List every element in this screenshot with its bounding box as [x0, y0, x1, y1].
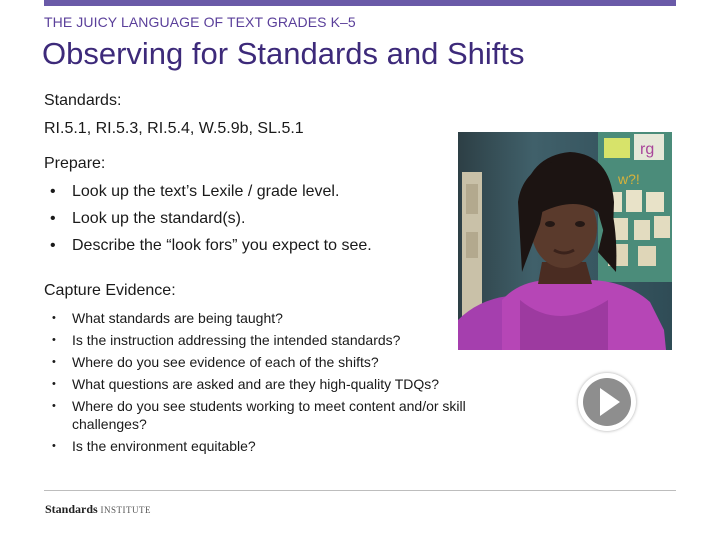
bullet: •: [52, 440, 56, 452]
capture-item: [44, 437, 504, 455]
bullet: •: [50, 210, 56, 227]
classroom-video-frame: [458, 132, 672, 350]
capture-item: [44, 353, 504, 371]
standards-heading: Standards:: [44, 92, 122, 109]
capture-item-text: What questions are asked and are they high-quality TDQs?: [72, 376, 440, 392]
prepare-item: [44, 207, 372, 234]
capture-item-text: Is the environment equitable?: [72, 438, 256, 454]
bullet: •: [52, 400, 56, 412]
play-icon: [600, 388, 620, 416]
bullet: •: [52, 312, 56, 324]
prepare-item-text: Look up the standard(s).: [72, 210, 246, 227]
capture-item-text: What standards are being taught?: [72, 310, 283, 326]
prepare-item: [44, 180, 372, 207]
top-accent-bar: [0, 0, 720, 8]
capture-item-text: Where do you see evidence of each of the shifts?: [72, 354, 379, 370]
prepare-item-text: Describe the “look fors” you expect to see.: [72, 237, 372, 254]
prepare-heading: Prepare:: [44, 155, 106, 172]
capture-item: [44, 309, 504, 327]
capture-item: [44, 331, 504, 349]
capture-item-text: Where do you see students working to meet content and/or skill challenges?: [72, 398, 466, 432]
video-thumbnail[interactable]: [458, 132, 672, 350]
play-button[interactable]: [578, 373, 636, 431]
capture-item: [44, 397, 504, 433]
bullet: •: [52, 378, 56, 390]
bullet: •: [50, 237, 56, 254]
capture-evidence-heading: Capture Evidence:: [44, 282, 176, 299]
bullet: •: [50, 183, 56, 200]
slide-title: Observing for Standards and Shifts: [42, 36, 525, 71]
bullet: •: [52, 334, 56, 346]
standards-institute-logo: [45, 502, 151, 517]
bullet: •: [52, 356, 56, 368]
footer-divider: [44, 490, 676, 491]
prepare-item: [44, 234, 372, 261]
prepare-list: [44, 180, 372, 261]
logo-subtitle: INSTITUTE: [100, 505, 151, 515]
svg-text:rg: rg: [640, 141, 655, 158]
standards-list: RI.5.1, RI.5.3, RI.5.4, W.5.9b, SL.5.1: [44, 120, 304, 137]
capture-item-text: Is the instruction addressing the intended standards?: [72, 332, 401, 348]
capture-evidence-list: [44, 309, 504, 459]
logo-wordmark: Standards: [45, 502, 98, 516]
svg-text:w?!: w?!: [618, 171, 640, 187]
capture-item: [44, 375, 504, 393]
prepare-item-text: Look up the text’s Lexile / grade level.: [72, 183, 340, 200]
top-accent-rule: [44, 0, 676, 6]
slide-kicker: THE JUICY LANGUAGE OF TEXT GRADES K–5: [44, 14, 356, 30]
